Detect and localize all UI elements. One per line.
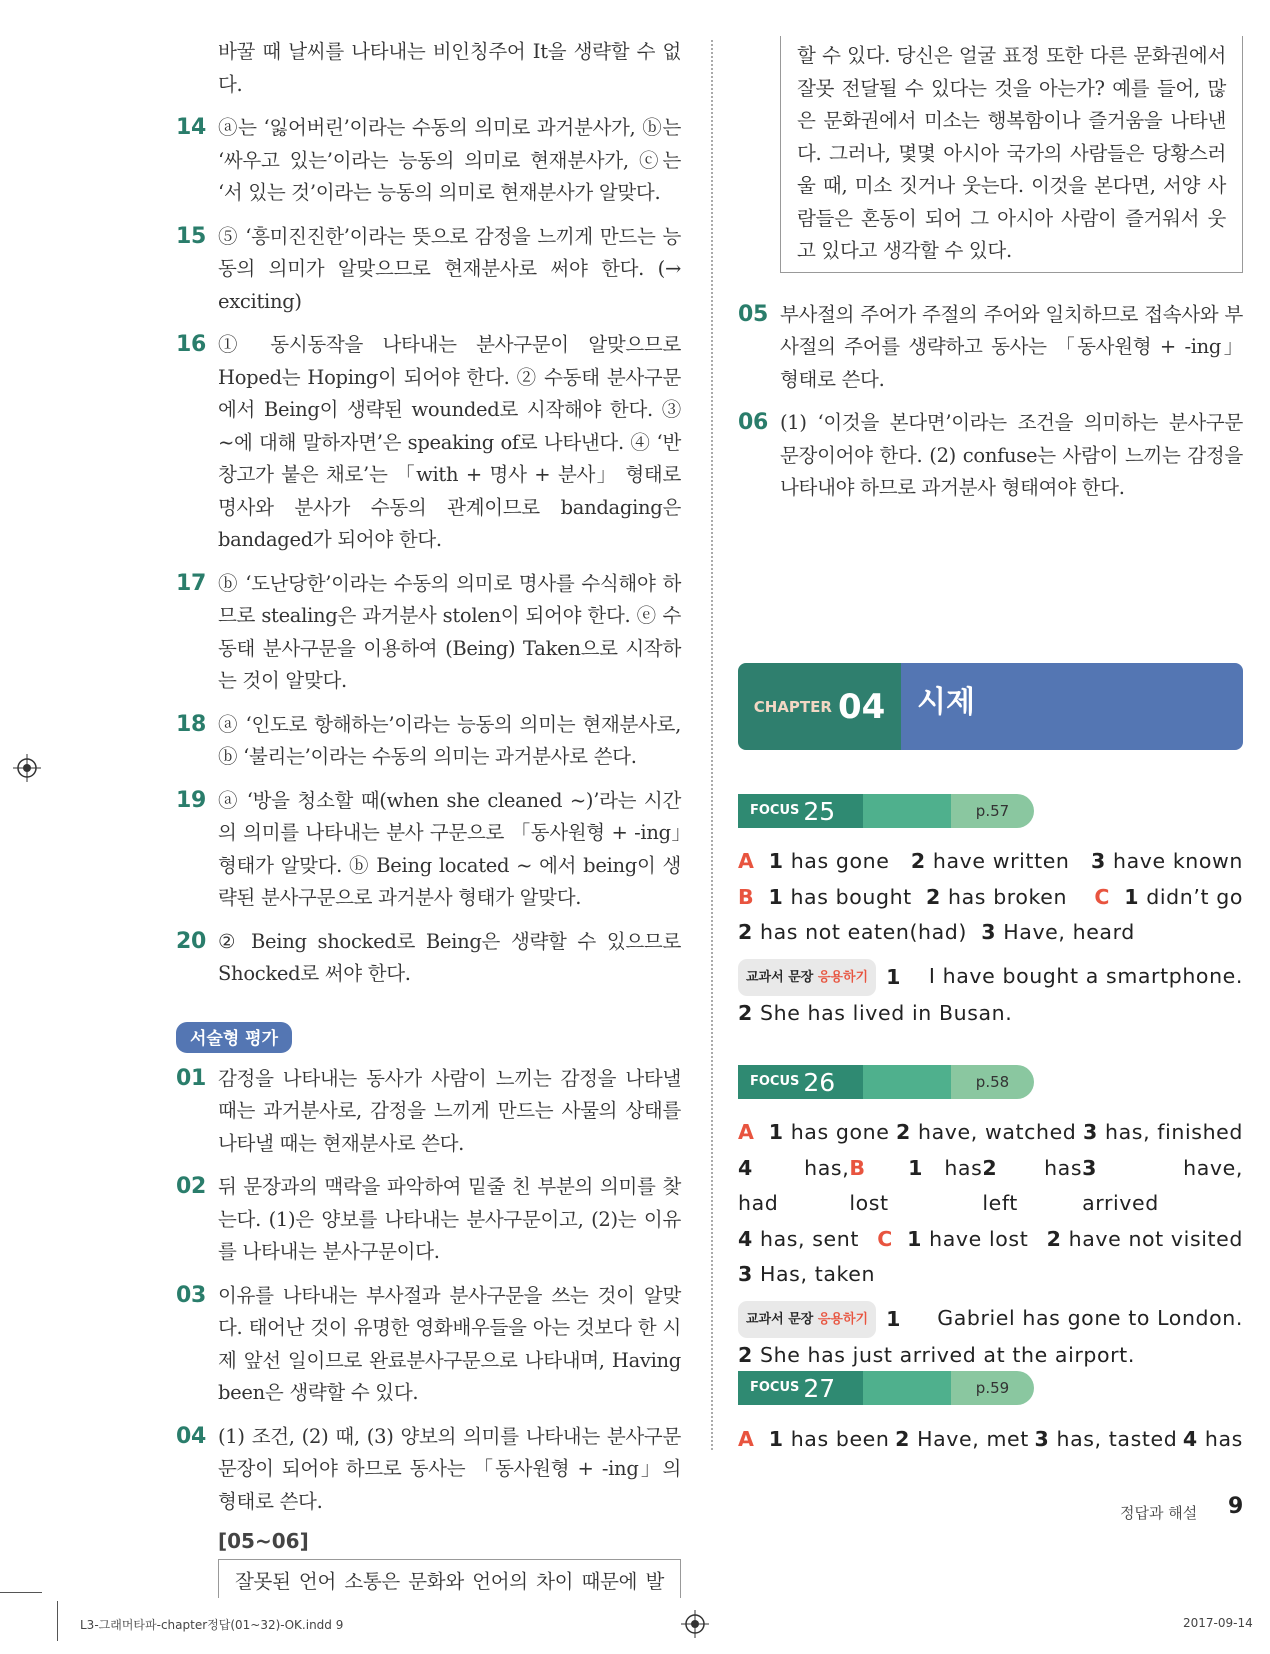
- answer-item: [738, 299, 1243, 397]
- item-number: 03: [176, 1282, 207, 1308]
- item-number: 04: [176, 1423, 207, 1449]
- page-number: 9: [1228, 1494, 1244, 1519]
- column-divider: [711, 40, 713, 1450]
- item-number: 05: [738, 301, 769, 327]
- answer-item: [176, 926, 681, 991]
- focus-label: FOCUS: [750, 803, 800, 818]
- answer-item: [176, 709, 681, 774]
- item-number: 06: [738, 410, 769, 435]
- focus-25-answers: A 1 has gone 2 have written 3 have known B 1 has bought 2 has broken C 1 didn’t go 2 has not eaten(had) 3 Have, heard 교과서 문장 응용하기 1 I have bought a smartphone. 2 She has lived in Busan.: [738, 849, 1243, 1025]
- passage-box-top: [218, 1559, 681, 1598]
- item-text: 부사절의 주어가 주절의 주어와 일치하므로 접속사와 부사절의 주어를 생략하고 동사는 「동사원형 + -ing」 형태로 쓴다.: [780, 302, 1243, 391]
- item-number: 16: [176, 332, 207, 357]
- item-number: 20: [176, 928, 207, 954]
- passage-text-bottom: 할 수 있다. 당신은 얼굴 표정 또한 다른 문화권에서 잘못 전달될 수 있다는 것을 아는가? 예를 들어, 많은 문화권에서 미소는 행복함이나 즐거움을 나타낸다. 그러나, 몇몇 아시아 국가의 사람들은 당황스러울 때, 미소 짓거나 웃는다. 이것을 본다면, 서양 사람들은 혼동이 되어 그 아시아 사람이 즐거워서 웃고 있다고 생각할 수 있다.: [797, 44, 1226, 262]
- print-date: 2017-09-14: [1183, 1616, 1253, 1630]
- focus-page: p.58: [951, 1065, 1034, 1099]
- section-badge: 서술형 평가: [176, 1022, 292, 1053]
- focus-25-bar: [738, 794, 1034, 828]
- focus-number: 27: [803, 1374, 836, 1403]
- written-eval-item: [176, 1063, 681, 1161]
- file-name: L3-그래머타파-chapter정답(01~32)-OK.indd 9: [80, 1618, 344, 1632]
- answer-item: [176, 112, 681, 210]
- item-number: 18: [176, 711, 207, 737]
- footer-section: 정답과 해설: [1120, 1504, 1198, 1522]
- chapter-word: CHAPTER: [753, 697, 832, 716]
- focus-26-bar: [738, 1065, 1034, 1099]
- answer-item: [176, 221, 681, 319]
- item-number: 01: [176, 1065, 207, 1091]
- item-text: (1) ‘이것을 본다면’이라는 조건을 의미하는 분사구문 문장이어야 한다. (2) confuse는 사람이 느끼는 감정을 나타내야 하므로 과거분사 형태여야 한다.: [780, 411, 1243, 499]
- chapter-number: 04: [837, 686, 886, 727]
- crop-mark: [0, 1592, 42, 1593]
- registration-mark-icon: [13, 754, 41, 782]
- item-text: 뒤 문장과의 맥락을 파악하여 밑줄 친 부분의 의미를 찾는다. (1)은 양보를 나타내는 분사구문이고, (2)는 이유를 나타내는 분사구문이다.: [218, 1175, 681, 1263]
- item-text: ① 동시동작을 나타내는 분사구문이 알맞으므로 Hoped는 Hoping이 되어야 한다. ② 수동태 분사구문에서 Being이 생략된 wounded로 시작해야 한다. ③ ~에 대해 말하자면’은 speaking of로 나타낸다. ④ ‘반창고가 붙은 채로’는 「with + 명사 + 분사」 형태로 명사와 분사가 수동의 관계이므로 bandaging은 bandaged가 되어야 한다.: [218, 333, 681, 551]
- focus-27-bar: [738, 1371, 1034, 1405]
- item-text: ⓐ ‘인도로 항해하는’이라는 능동의 의미는 현재분사로, ⓑ ‘불리는’이라는 수동의 의미는 과거분사로 쓴다.: [218, 712, 681, 768]
- focus-page: p.57: [951, 794, 1034, 828]
- item-text: ② Being shocked로 Being은 생략할 수 있으므로 Shocked로 써야 한다.: [218, 929, 681, 985]
- left-column: [176, 36, 681, 1598]
- item-number: 02: [176, 1174, 207, 1199]
- item-text: (1) 조건, (2) 때, (3) 양보의 의미를 나타내는 분사구문 문장이 되어야 하므로 동사는 「동사원형 + -ing」의 형태로 쓴다.: [218, 1424, 681, 1513]
- item-text: 이유를 나타내는 부사절과 분사구문을 쓰는 것이 알맞다. 태어난 것이 유명한 영화배우들을 아는 것보다 한 시제 앞선 일이므로 완료분사구문으로 나타내며, Having been은 생략할 수 있다.: [218, 1283, 681, 1404]
- item-text: ⑤ ‘흥미진진한’이라는 뜻으로 감정을 느끼게 만드는 능동의 의미가 알맞으므로 현재분사로 써야 한다. (→ exciting): [218, 224, 681, 313]
- answer-item: [738, 407, 1243, 505]
- crop-mark: [57, 1601, 58, 1641]
- item-number: 19: [176, 787, 207, 813]
- focus-page: p.59: [951, 1371, 1034, 1405]
- passage-label: [05~06]: [218, 1529, 309, 1553]
- item-text: ⓑ ‘도난당한’이라는 수동의 의미로 명사를 수식해야 하므로 stealing은 과거분사 stolen이 되어야 한다. ⓔ 수동태 분사구문을 이용하여 (Being) Taken으로 시작하는 것이 알맞다.: [218, 571, 681, 692]
- item-number: 15: [176, 223, 207, 249]
- focus-26-answers: A 1 has gone 2 have, watched 3 has, finished 4 has, had B 1 has lost 2 has left 3 have, arrived 4 has, sent C 1 have lost 2 have not visited 3 Has, taken 교과서 문장 응용하기 1 Gabriel has gone to London. 2 She has just arrived at the airport.: [738, 1120, 1243, 1367]
- answer-item: [176, 785, 681, 915]
- chapter-banner: [738, 663, 1243, 750]
- focus-label: FOCUS: [750, 1074, 800, 1089]
- chapter-number-block: [738, 663, 901, 750]
- focus-number: 25: [803, 797, 836, 826]
- focus-label: FOCUS: [750, 1380, 800, 1395]
- written-eval-item: [176, 1280, 681, 1410]
- registration-mark-icon: [681, 1610, 709, 1638]
- item-text: ⓐ ‘방을 청소할 때(when she cleaned ~)’라는 시간의 의미를 나타내는 분사 구문으로 「동사원형 + -ing」형태가 알맞다. ⓑ Being located ~ 에서 being이 생략된 분사구문으로 과거분사 형태가 알맞다.: [218, 788, 681, 909]
- answer-item: [176, 329, 681, 557]
- right-column: [738, 36, 1243, 516]
- intro-text: 바꿀 때 날씨를 나타내는 비인칭주어 It을 생략할 수 없다.: [218, 40, 681, 96]
- textbook-tag: 교과서 문장 응용하기: [738, 1301, 876, 1339]
- passage-text-top: 잘못된 언어 소통은 문화와 언어의 차이 때문에 발: [235, 1570, 664, 1593]
- textbook-tag: 교과서 문장 응용하기: [738, 959, 876, 997]
- item-number: 17: [176, 570, 207, 596]
- item-text: 감정을 나타내는 동사가 사람이 느끼는 감정을 나타낼 때는 과거분사로, 감정을 느끼게 만드는 사물의 상태를 나타낼 때는 현재분사로 쓴다.: [218, 1066, 681, 1155]
- item-text: ⓐ는 ‘잃어버린’이라는 수동의 의미로 과거분사가, ⓑ는 ‘싸우고 있는’이라는 능동의 의미로 현재분사가, ⓒ는 ‘서 있는 것’이라는 능동의 의미로 현재분사가 알맞다.: [218, 116, 681, 204]
- chapter-title: 시제: [901, 663, 1243, 750]
- focus-27-answers: A 1 has been 2 Have, met 3 has, tasted 4 has: [738, 1427, 1243, 1451]
- focus-number: 26: [803, 1068, 836, 1097]
- answer-item: [176, 568, 681, 698]
- written-eval-item: [176, 1421, 681, 1519]
- passage-box-bottom: [780, 36, 1243, 273]
- item-number: 14: [176, 115, 207, 140]
- written-eval-item: [176, 1171, 681, 1269]
